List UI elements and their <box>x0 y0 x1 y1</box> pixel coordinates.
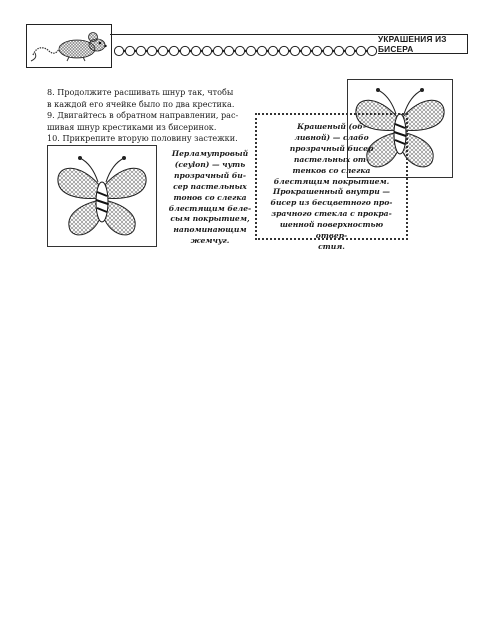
bead <box>224 46 233 55</box>
bead-chain-icon <box>114 44 377 58</box>
bead <box>235 46 244 55</box>
beaded-butterfly-icon <box>47 145 157 247</box>
step-line: 9. Двигайтесь в обратном направлении, рас- <box>47 110 239 121</box>
note-line: шенной поверхностью отвер- <box>279 220 384 241</box>
caption-line: сер пастельных <box>173 181 247 191</box>
note-line: зрачного стекла с прокра- <box>271 209 392 219</box>
note-line: пастельных от- <box>293 154 370 164</box>
caption-line: сым покрытием, <box>170 214 250 224</box>
caption-line: прозрачный би- <box>174 170 246 180</box>
bead <box>334 46 343 55</box>
caption-line: блестящим беле- <box>168 203 252 213</box>
instruction-steps <box>47 87 277 145</box>
bead <box>367 46 376 55</box>
beaded-mouse-icon <box>26 24 112 68</box>
bead <box>246 46 255 55</box>
bead <box>356 46 365 55</box>
note-line: Прокрашенный внутри — <box>273 187 390 197</box>
bead <box>345 46 354 55</box>
caption-line: тонов со слегка <box>173 192 247 202</box>
note-line: Крашеный (об- <box>297 122 366 131</box>
bead <box>301 46 310 55</box>
bead <box>191 46 200 55</box>
note-line: тенков со слегка <box>292 165 371 175</box>
note-line: блестящим покрытием. <box>273 176 390 186</box>
bead <box>147 46 156 55</box>
header-rule <box>110 34 378 35</box>
note-line: бисер из бесцветного про- <box>270 198 393 208</box>
caption-line: жемчуг. <box>190 236 230 246</box>
bead <box>169 46 178 55</box>
step-line: 10. Прикрепите вторую половину застежки. <box>47 133 238 144</box>
bead <box>180 46 189 55</box>
bead-type-note <box>255 113 408 251</box>
step-line: 8. Продолжите расшивать шнур так, чтобы <box>47 87 234 97</box>
bead <box>213 46 222 55</box>
bead <box>279 46 288 55</box>
bead <box>202 46 211 55</box>
page-header <box>26 24 468 70</box>
note-text <box>265 122 398 253</box>
note-line: ливной) — слабо <box>294 132 369 142</box>
bead <box>312 46 321 55</box>
section-title-box <box>378 34 468 54</box>
section-title: УКРАШЕНИЯ ИЗ БИСЕРА <box>378 34 447 54</box>
bead <box>125 46 134 55</box>
caption-line: напоминающим <box>173 225 247 235</box>
bead <box>257 46 266 55</box>
bead <box>158 46 167 55</box>
bead <box>290 46 299 55</box>
bead <box>114 46 123 55</box>
caption-line: Перламутровый <box>171 149 249 158</box>
note-line: прозрачный бисер <box>289 143 374 153</box>
step-line: шивая шнур крестиками из бисеринок. <box>47 121 217 132</box>
note-line: стия. <box>318 241 345 251</box>
caption-line: (ceylon) — чуть <box>174 159 246 169</box>
bead <box>268 46 277 55</box>
step-line: в каждой его ячейке было по два крестика. <box>47 98 235 109</box>
bead <box>323 46 332 55</box>
figure-caption <box>160 149 260 247</box>
bead <box>136 46 145 55</box>
